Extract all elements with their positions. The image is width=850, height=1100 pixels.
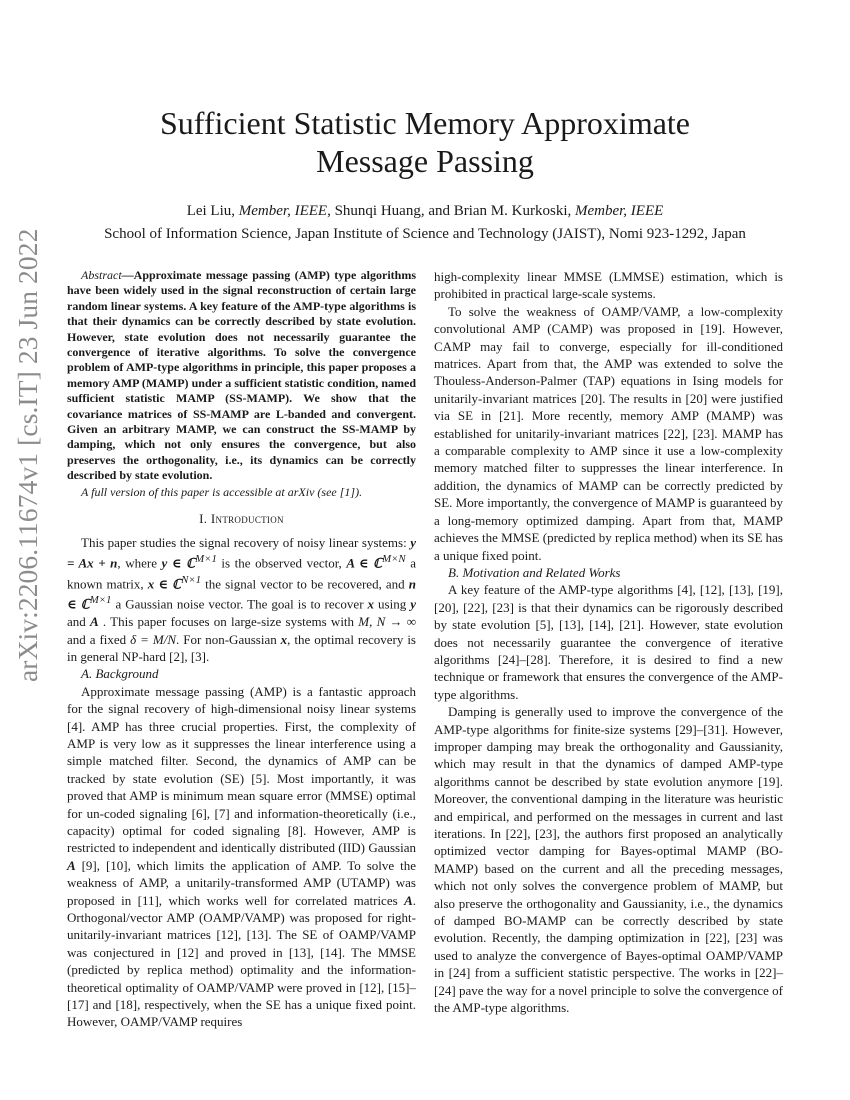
author-1-role: Member, IEEE: [238, 203, 328, 219]
subsection-heading-motivation: B. Motivation and Related Works: [448, 564, 621, 580]
author-2-3: , Shunqi Huang, and Brian M. Kurkoski,: [327, 203, 575, 219]
continued-paragraph: high-complexity linear MMSE (LMMSE) estimation, which is prohibited in practical large-scale systems.: [434, 269, 783, 302]
left-column: [67, 268, 416, 1031]
arxiv-stamp-text: arXiv:2206.11674v1 [cs.IT] 23 Jun 2022: [12, 228, 43, 682]
title-line-1: Sufficient Statistic Memory Approximate: [160, 105, 690, 141]
motivation-paragraph-1: A key feature of the AMP-type algorithms [4], [12], [13], [19], [20], [22], [23] is that their dynamics can be rigorously described by state evolution [5], [13], [14], [21]. However, state evolution does not necessarily guarantee the convergence of iterative algorithms [24]–[28]. Therefore, it is desired to find a new technique or framework that ensures the convergence of the AMP-type algorithms.: [434, 582, 783, 702]
camp-paragraph: To solve the weakness of OAMP/VAMP, a low-complexity convolutional AMP (CAMP) was proposed in [19]. However, CAMP may fail to converge, especially for ill-conditioned matrices. Apart from that, the AMP was extended to solve the Thouless-Anderson-Palmer (TAP) equations in Ising models for unitarily-invariant matrices [20]. The results in [20] were justified via SE in [21]. More recently, memory AMP (MAMP) was established for unitarily-invariant matrices [22], [23]. MAMP has a comparable complexity to AMP since it use a low-complexity memory matched filter to suppresses the linear interference. In addition, the dynamics of MAMP can be correctly predicted by SE. More importantly, the convergence of MAMP is guaranteed by a long-memory optimized damping. Apart from that, MAMP achieves the MMSE (predicted by replica method) when its SE has a unique fixed point.: [434, 303, 783, 563]
intro-paragraph: This paper studies the signal recovery of noisy linear systems: y = Ax + n, where y ∈ ℂ$^{M\times 1}$ is the observed vector, A ∈ ℂ$^{M\times N}$ a known matrix, x ∈ ℂ$^{N\times 1}$ the signal vector to be recovered, and n ∈ ℂ$^{M\times 1}$ a Gaussian noise vector. The goal is to recover x using y and A . This paper focuses on large-size systems with M, N → ∞ and a fixed δ = M/N. For non-Gaussian x, the optimal recovery is in general NP-hard [2], [3].: [67, 534, 417, 664]
abstract: [67, 268, 416, 484]
background-paragraph: Approximate message passing (AMP) is a fantastic approach for the signal recovery of high-dimensional noisy linear systems [4]. AMP has three crucial properties. First, the complexity of AMP is very low as it suppresses the linear interference using a simple matched filter. Second, the dynamics of AMP can be tracked by state evolution (SE) [5]. Most importantly, it was proved that AMP is minimum mean square error (MMSE) optimal for un-coded signaling [6], [7] and information-theoretically (i.e., capacity) optimal for coded signaling [8]. However, AMP is restricted to independent and identically distributed (IID) Gaussian A [9], [10], which limits the application of AMP. To solve the weakness of AMP, a unitarily-transformed AMP (UTAMP) was proposed in [11], which works well for correlated matrices A. Orthogonal/vector AMP (OAMP/VAMP) was proposed for right-unitarily-invariant matrices [12], [13]. The SE of OAMP/VAMP was conjectured in [12] and proved in [13], [14]. The MMSE (predicted by replica method) optimality and the information-theoretical optimality of OAMP/VAMP were proved in [12], [15]–[17] and [18], respectively, when the SE has a unique fixed point. However, OAMP/VAMP requires: [67, 683, 416, 1030]
section-heading-introduction: [67, 510, 416, 527]
affiliation: School of Information Science, Japan Institute of Science and Technology (JAIST), Nomi 923-1292, Japan: [104, 226, 746, 242]
author-1: Lei Liu,: [186, 203, 239, 219]
section-title: Introduction: [210, 511, 284, 527]
author-3-role: Member, IEEE: [574, 203, 664, 219]
subsection-heading-background: A. Background: [81, 666, 159, 682]
title-line-2: Message Passing: [316, 143, 534, 179]
paper-title: [0, 104, 850, 180]
author-list: [0, 201, 850, 221]
motivation-paragraph-2: Damping is generally used to improve the convergence of the AMP-type algorithms for finite-size systems [29]–[31]. However, improper damping may break the orthogonality and Gaussianity, which may result in that the dynamics of damped AMP-type algorithms cannot be described by state evolution anymore [19]. Moreover, the conventional damping in the literature was heuristic and empirical, and performed on the messages in current and last iterations. In [22], [23], the authors first proposed an analytically optimized vector damping for Bayes-optimal MAMP (BO-MAMP) based on the current and all the preceding messages, which not only solves the convergence problem of MAMP, but also preserve the orthogonality and Gaussianity, i.e., the dynamics of damped BO-MAMP can be correctly described by state evolution. Recently, the damping optimization in [22], [23] was used to analyze the convergence of Bayes-optimal OAMP/VAMP in [24] from a sufficient statistic perspective. The works in [22]–[24] pave the way for a novel principle to solve the convergence of the AMP-type algorithms.: [434, 704, 783, 1016]
right-column: [434, 268, 783, 1016]
abstract-lead: Abstract: [81, 268, 122, 282]
full-version-note: A full version of this paper is accessible at arXiv (see [1]).: [81, 484, 363, 499]
section-number: I.: [199, 511, 211, 527]
abstract-text: —Approximate message passing (AMP) type algorithms have been widely used in the signal reconstruction of certain large random linear systems. A key feature of the AMP-type algorithms is that their dynamics can be correctly described by state evolution. However, state evolution does not necessarily guarantee the convergence of iterative algorithms. To solve the convergence problem of AMP-type algorithms in principle, this paper proposes a memory AMP (MAMP) under a sufficient statistic condition, named sufficient statistic MAMP (SS-MAMP). We show that the covariance matrices of SS-MAMP are L-banded and convergent. Given an arbitrary MAMP, we can construct the SS-MAMP by damping, which not only ensures the convergence, but also preserves the orthogonality, i.e., its dynamics can be correctly described by state evolution.: [67, 268, 416, 483]
